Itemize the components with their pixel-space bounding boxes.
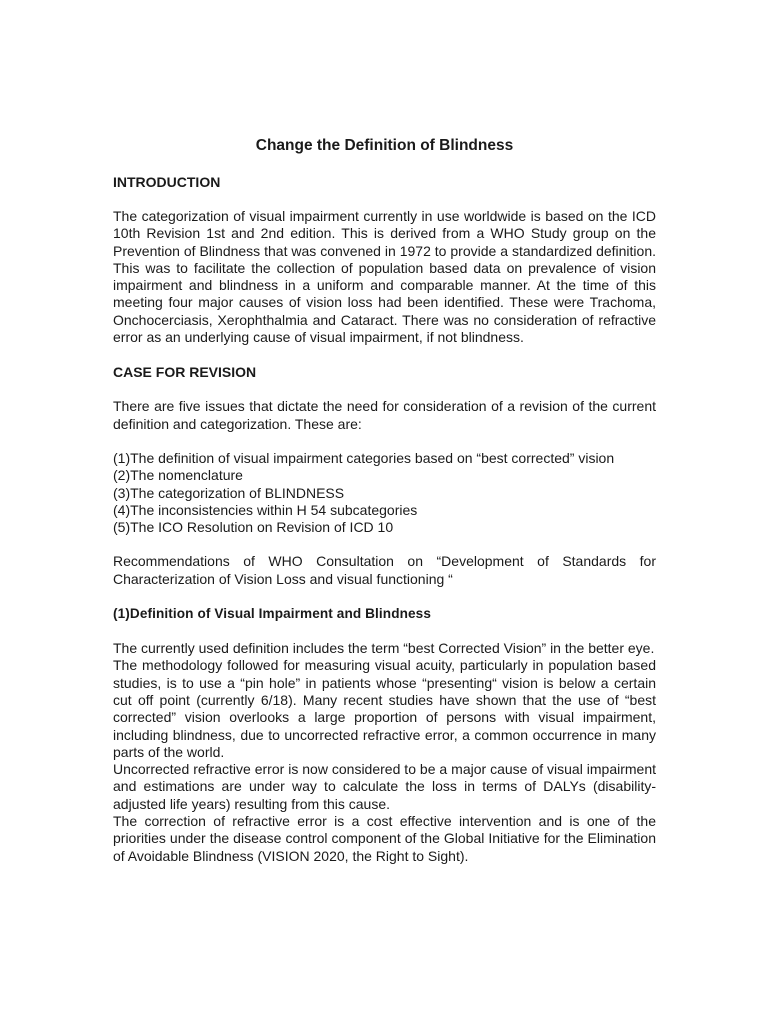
definition-paragraph: The correction of refractive error is a cost effective intervention and is one of the priorities under the disease control component of the Global Initiative for the Elimination of Avoidable Blindness (VISION 2020, the Right to Sight). <box>113 813 656 864</box>
issues-list <box>113 450 656 536</box>
document-page <box>113 136 656 865</box>
definition-heading: (1)Definition of Visual Impairment and Blindness <box>113 606 431 622</box>
recommendations-paragraph: Recommendations of WHO Consultation on “Development of Standards for Characterization of Vision Loss and visual functioning “ <box>113 553 656 587</box>
case-for-revision-heading: CASE FOR REVISION <box>113 364 257 381</box>
definition-paragraph: The currently used definition includes the term “best Corrected Vision” in the better eye. <box>113 640 655 657</box>
list-item: (1)The definition of visual impairment categories based on “best corrected” vision <box>113 449 615 466</box>
introduction-heading: INTRODUCTION <box>113 174 221 190</box>
list-item: (3)The categorization of BLINDNESS <box>113 484 345 501</box>
introduction-paragraph: The categorization of visual impairment currently in use worldwide is based on the ICD 10th Revision 1st and 2nd edition. This is derived from a WHO Study group on the Prevention of Blindness that was convened in 1972 to provide a standardized definition. This was to facilitate the collection of population based data on prevalence of vision impairment and blindness in a uniform and comparable manner. At the time of this meeting four major causes of vision loss had been identified. These were Trachoma, Onchocerciasis, Xerophthalmia and Cataract. There was no consideration of refractive error as an underlying cause of visual impairment, if not blindness. <box>113 208 656 346</box>
list-item: (4)The inconsistencies within H 54 subcategories <box>113 501 418 518</box>
definition-paragraph: Uncorrected refractive error is now considered to be a major cause of visual impairment and estimations are under way to calculate the loss in terms of DALYs (disability-adjusted life years) resulting from this cause. <box>113 761 656 812</box>
case-for-revision-paragraph: There are five issues that dictate the need for consideration of a revision of the current definition and categorization. These are: <box>113 398 656 432</box>
list-item: (5)The ICO Resolution on Revision of ICD 10 <box>113 519 394 536</box>
list-item: (2)The nomenclature <box>113 467 243 484</box>
definition-paragraph: The methodology followed for measuring visual acuity, particularly in population based studies, is to use a “pin hole” in patients whose “presenting“ vision is below a certain cut off point (currently 6/18). Many recent studies have shown that the use of “best corrected” vision overlooks a large proportion of persons with visual impairment, including blindness, due to uncorrected refractive error, a common occurrence in many parts of the world. <box>113 657 656 760</box>
document-title: Change the Definition of Blindness <box>255 137 514 154</box>
